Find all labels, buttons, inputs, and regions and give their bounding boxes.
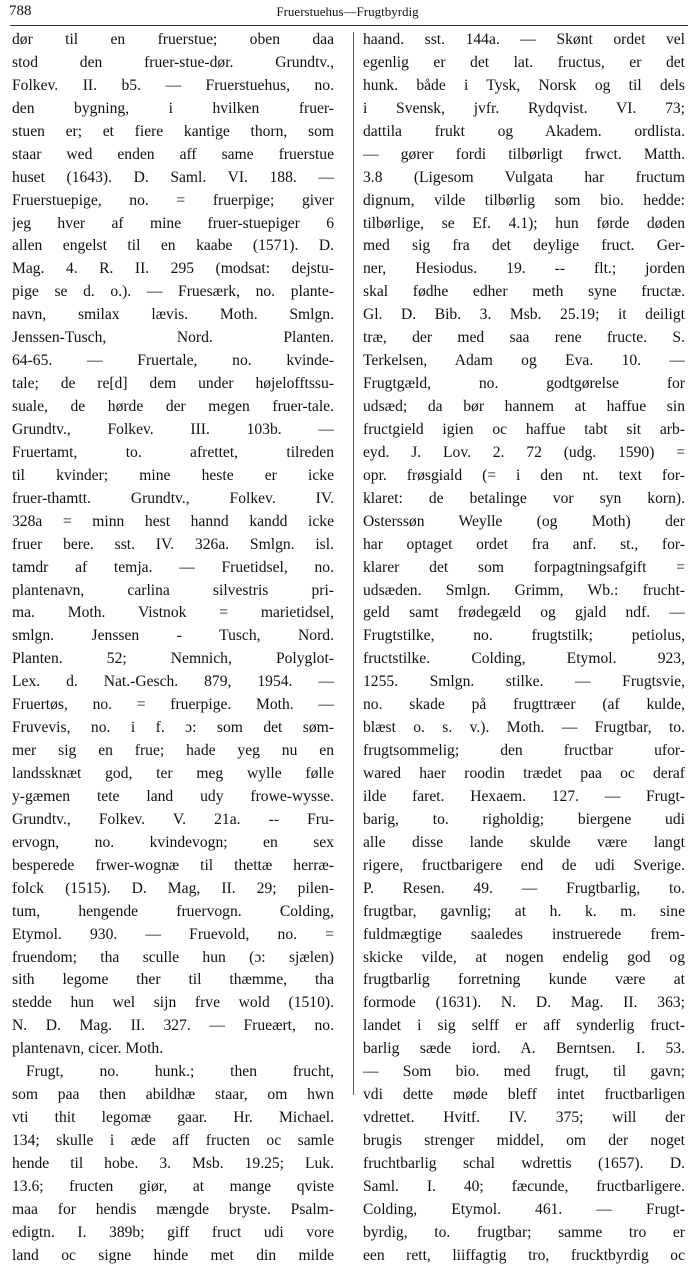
text-line: landet i sig selff er aff synderlig fruct-	[363, 1017, 685, 1035]
text-line: y-gæmen tete land udy frowe-wysse.	[12, 787, 334, 805]
text-line: besperede frwer-wognæ til thettæ herræ-	[12, 856, 334, 874]
text-line: vdrettet. Hvitf. IV. 375; will der	[363, 1109, 685, 1127]
text-line: — gører fordi tilbørligt frwct. Matth.	[363, 145, 685, 163]
text-line: N. D. Mag. II. 327. — Frueært, no.	[12, 1017, 334, 1035]
text-line: frugtsommelig; den fructbar ufor-	[363, 742, 685, 760]
text-line: skicke vilde, at nogen endelig god og	[363, 948, 685, 966]
text-line: Frugtstilke, no. frugtstilk; petiolus,	[363, 627, 685, 645]
text-line: vdi dette møde bleff intet fructbarligen	[363, 1086, 685, 1104]
text-line: dør til en fruerstue; oben daa	[12, 31, 334, 48]
text-line: Jenssen-Tusch, Nord. Planten.	[12, 329, 334, 347]
text-line: 13.6; fructen giør, at mange qviste	[12, 1177, 334, 1195]
text-line: Grundtv., Folkev. V. 21a. -- Fru-	[12, 810, 334, 828]
text-line: udsæd; da bør hannem at haffue sin	[363, 398, 685, 415]
text-line: Colding, Etymol. 461. — Frugt-	[363, 1200, 685, 1218]
text-line: Fruertøs, no. = fruerpige. Moth. —	[12, 696, 334, 714]
text-line: barlig sæde iord. A. Berntsen. I. 53.	[363, 1040, 685, 1058]
text-line: barig, to. righoldig; biergene udi	[363, 810, 685, 828]
text-line: fruer-thamtt. Grundtv., Folkev. IV.	[12, 489, 334, 507]
text-line: — Som bio. med frugt, til gavn;	[363, 1063, 685, 1081]
text-line: 134; skulle i æde aff fructen oc samle	[12, 1132, 334, 1149]
text-line: Lex. d. Nat.-Gesch. 879, 1954. —	[12, 673, 334, 691]
text-line: Frugt, no. hunk.; then frucht,	[26, 1063, 334, 1081]
text-line: tamdr af temja. — Fruetidsel, no.	[12, 558, 334, 576]
text-line: formode (1631). N. D. Mag. II. 363;	[363, 994, 685, 1012]
text-line: 3.8 (Ligesom Vulgata har fructum	[363, 168, 685, 186]
right-column	[363, 29, 685, 1268]
text-line: ner, Hesiodus. 19. -- flt.; jorden	[363, 260, 685, 278]
text-line: fructgield igien oc haffue tabt sit arb-	[363, 420, 685, 438]
text-line: Saml. I. 40; fæcunde, fructbarligere.	[363, 1177, 685, 1195]
text-line: Mag. 4. R. II. 295 (modsat: dejstu-	[12, 260, 334, 278]
text-line: Folkev. II. b5. — Fruerstuehus, no.	[12, 76, 334, 94]
text-line: stedde hun wel sijn frve wold (1510).	[12, 994, 334, 1012]
text-line: hunk. både i Tysk, Norsk og til dels	[363, 76, 685, 94]
text-line: 328a = minn hest hannd kandd icke	[12, 512, 334, 530]
text-line: 64-65. — Fruertale, no. kvinde-	[12, 352, 334, 370]
text-line: geld samt frødegæld og gjald ndf. —	[363, 604, 685, 622]
text-line: tilbørlige, se Ef. 4.1); hun førde døden	[363, 214, 685, 232]
text-line: P. Resen. 49. — Frugtbarlig, to.	[363, 879, 685, 897]
text-line: ma. Moth. Vistnok = marietidsel,	[12, 604, 334, 622]
text-line: allen engelst til en kaabe (1571). D.	[12, 237, 334, 255]
text-line: jeg hver af mine fruer-stuepiger 6	[12, 214, 334, 232]
text-line: eyd. J. Lov. 2. 72 (udg. 1590) =	[363, 443, 685, 461]
text-line: no. skade på frugttræer (af kulde,	[363, 696, 685, 714]
text-line: som paa then abildhæ staar, om hwn	[12, 1086, 334, 1104]
text-line: frugtbar, gavnlig; at h. k. m. sine	[363, 902, 685, 920]
text-line: dignum, vilde tilbørlig som bio. hedde:	[363, 191, 685, 209]
text-line: har optaget ordet fra anf. st., for-	[363, 535, 685, 553]
text-line: Fruerstuepige, no. = fruerpige; giver	[12, 191, 334, 209]
text-line: plantenavn, cicer. Moth.	[12, 1040, 164, 1058]
text-line: egenlig er det lat. fructus, er det	[363, 53, 685, 71]
text-line: smlgn. Jenssen - Tusch, Nord.	[12, 627, 334, 645]
text-line: plantenavn, carlina silvestris pri-	[12, 581, 334, 599]
text-line: Etymol. 930. — Fruevold, no. =	[12, 925, 334, 943]
text-line: rigere, fructbarigere end de udi Sverige.	[363, 856, 685, 874]
page-number: 788	[9, 3, 32, 19]
text-line: vti thit legomæ gaar. Hr. Michael.	[12, 1109, 334, 1127]
text-line: dattila frukt og Akadem. ordlista.	[363, 122, 685, 140]
text-line: tale; de re[d] dem under højelofftssu-	[12, 375, 334, 393]
text-line: landssknæt god, ter meg wylle følle	[12, 765, 334, 782]
text-line: fruer bere. sst. IV. 326a. Smlgn. isl.	[12, 535, 334, 553]
text-line: til kvinder; mine heste er icke	[12, 466, 334, 484]
text-line: fructstilke. Colding, Etymol. 923,	[363, 650, 685, 668]
text-line: staar wed enden aff same fruerstue	[12, 145, 334, 163]
text-line: mer sig en frue; hade yeg nu en	[12, 742, 334, 760]
text-line: opr. frøsgiald (= i den nt. text for-	[363, 466, 685, 484]
text-line: blæst o. s. v.). Moth. — Frugtbar, to.	[363, 719, 685, 737]
text-line: med sig fra det deylige fruct. Ger-	[363, 237, 685, 255]
text-line: land oc signe hinde met din milde	[12, 1246, 334, 1264]
text-line: den bygning, i hvilken fruer-	[12, 99, 334, 117]
text-line: Planten. 52; Nemnich, Polyglot-	[12, 650, 334, 668]
text-line: hende til hobe. 3. Msb. 19.25; Luk.	[12, 1154, 334, 1172]
text-line: skal fødhe edher meth syne fructæ.	[363, 283, 685, 301]
text-line: i Svensk, jvfr. Rydqvist. VI. 73;	[363, 99, 685, 117]
text-line: sith legome ther til thæmme, tha	[12, 971, 334, 989]
column-divider	[353, 32, 354, 1095]
text-line: udsæden. Smlgn. Grimm, Wb.: frucht-	[363, 581, 685, 599]
text-line: 1255. Smlgn. stilke. — Frugtsvie,	[363, 673, 685, 691]
text-line: fuldmægtige saaledes instruerede frem-	[363, 925, 685, 943]
text-line: pige se d. o.). — Fruesærk, no. plante-	[12, 283, 334, 301]
text-line: Terkelsen, Adam og Eva. 10. —	[363, 352, 685, 370]
header-rule	[10, 25, 688, 26]
running-head: Fruerstuehus—Frugtbyrdig	[276, 4, 419, 19]
text-line: fruchtbarlig schal wdrettis (1657). D.	[363, 1154, 685, 1172]
text-line: haand. sst. 144a. — Skønt ordet vel	[363, 31, 685, 48]
text-line: suale, de hørde der megen fruer-tale.	[12, 398, 334, 415]
text-line: tum, hengende fruervogn. Colding,	[12, 902, 334, 920]
text-line: folck (1515). D. Mag, II. 29; pilen-	[12, 879, 334, 897]
text-line: Fruertamt, to. afrettet, tilreden	[12, 443, 334, 461]
text-line: Fruvevis, no. i f. ɔ: som det søm-	[12, 719, 334, 737]
text-line: edigtn. I. 389b; giff fruct udi vore	[12, 1223, 334, 1241]
text-line: stod den fruer-stue-dør. Grundtv.,	[12, 53, 334, 71]
text-line: Gl. D. Bib. 3. Msb. 25.19; it deiligt	[363, 306, 685, 324]
left-column	[12, 29, 334, 1268]
text-line: klarer det som forpagtningsafgift =	[363, 558, 685, 576]
text-line: stuen er; et fiere kantige thorn, som	[12, 122, 334, 140]
text-line: klaret: de betalinge vor syn korn).	[363, 489, 685, 507]
text-line: byrdig, to. frugtbar; samme tro er	[363, 1223, 685, 1241]
text-line: navn, smilax lævis. Moth. Smlgn.	[12, 306, 334, 324]
text-line: een rett, liiffagtig tro, frucktbyrdig oc	[363, 1246, 685, 1264]
text-line: Osterssøn Weylle (og Moth) der	[363, 512, 685, 530]
text-line: frugtbarlig forretning kunde være at	[363, 971, 685, 989]
text-line: ervogn, no. kvindevogn; en sex	[12, 833, 334, 851]
text-line: huset (1643). D. Saml. VI. 188. —	[12, 168, 334, 186]
text-line: alle disse lande skulde være langt	[363, 833, 685, 851]
text-line: fruendom; tha sculle hun (ɔ: sjælen)	[12, 948, 334, 966]
text-line: Grundtv., Folkev. III. 103b. —	[12, 420, 334, 438]
text-line: maa for hendis mængde bryste. Psalm-	[12, 1200, 334, 1218]
text-line: Frugtgæld, no. godtgørelse for	[363, 375, 685, 393]
text-line: wared haer roodin trædet paa oc deraf	[363, 765, 685, 782]
text-line: træ, der med saa rene fructe. S.	[363, 329, 685, 347]
text-line: brugis strenger middel, om der noget	[363, 1132, 685, 1149]
page-header	[9, 3, 686, 23]
text-line: ilde faret. Hexaem. 127. — Frugt-	[363, 787, 685, 805]
